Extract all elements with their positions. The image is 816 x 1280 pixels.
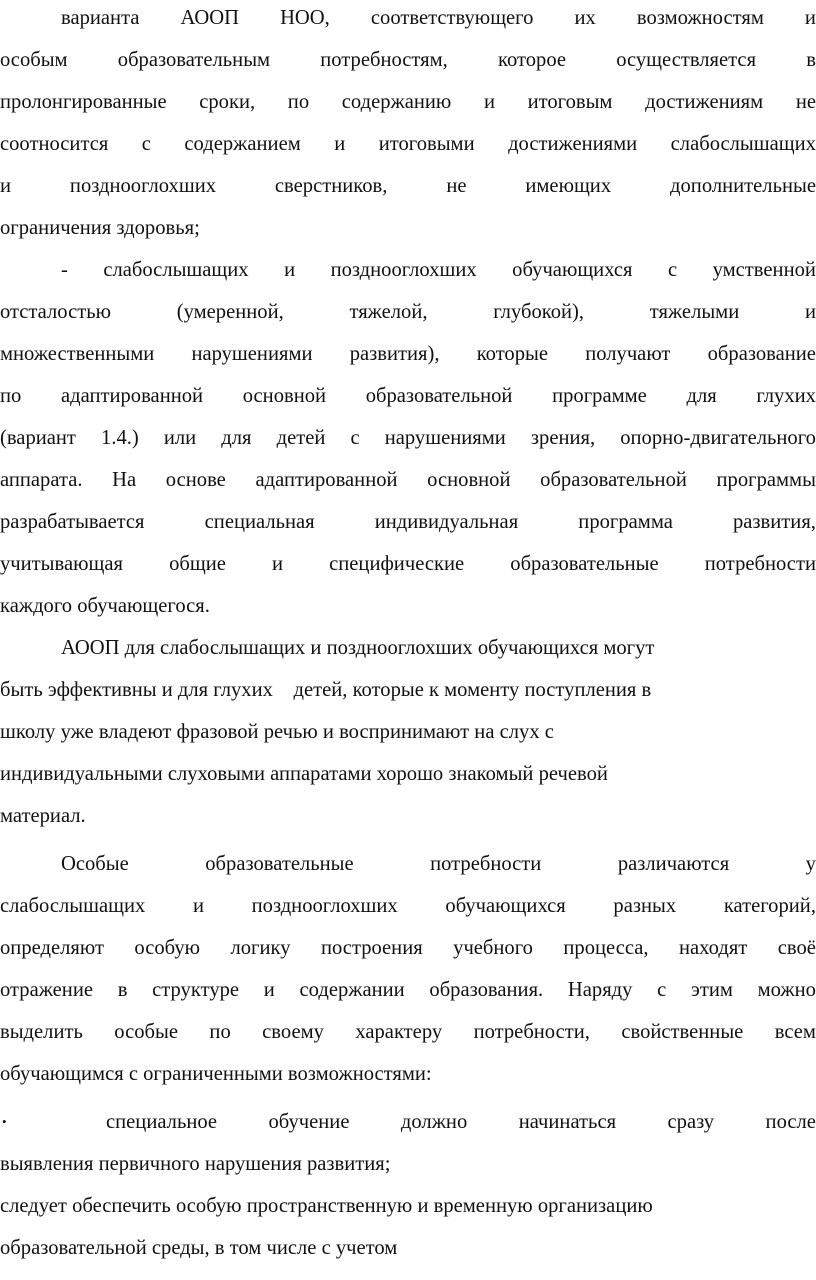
word: специальное (106, 1111, 218, 1133)
text-line (0, 502, 816, 542)
word: по (287, 91, 310, 113)
word: программа (578, 511, 673, 533)
word: достижениям (645, 91, 764, 113)
word: НОО, (280, 7, 330, 29)
word: и (804, 7, 816, 29)
word: и (334, 133, 346, 155)
word: потребностям, (320, 49, 448, 71)
word: слабослышащих (670, 133, 816, 155)
word: которое (498, 49, 567, 71)
text-line (0, 1012, 816, 1052)
word: по (0, 385, 22, 407)
word: возможностям (636, 7, 764, 29)
word: разрабатывается (0, 511, 145, 533)
word: не (446, 175, 467, 197)
word: построения (320, 937, 423, 959)
text-line (0, 670, 816, 710)
word: сверстников, (274, 175, 388, 197)
word: своё (777, 937, 816, 959)
line-text: каждого обучающегося. (0, 595, 210, 617)
word: потребности (430, 853, 542, 875)
word: с (350, 427, 360, 449)
word: характеру (355, 1021, 443, 1043)
justified-text (0, 928, 816, 968)
word: развития), (349, 343, 440, 365)
text-line (0, 712, 816, 752)
bullet-marker: • (2, 1114, 7, 1129)
word: специальная (204, 511, 315, 533)
word: образования. (429, 979, 544, 1001)
word: соотносится (0, 133, 109, 155)
text-line (61, 0, 816, 38)
text-line (0, 586, 816, 626)
word: умственной (712, 259, 816, 281)
word: - (61, 259, 68, 281)
word: особым (0, 49, 68, 71)
word: и (263, 979, 275, 1001)
word: их (574, 7, 596, 29)
word: адаптированной (60, 385, 204, 407)
line-text: быть эффективны и для глухих детей, которые к моменту поступления в (0, 679, 652, 701)
word: тяжелыми (649, 301, 740, 323)
line-text: АООП для слабослышащих и позднооглохших обучающихся могут (61, 637, 655, 659)
word: содержанию (341, 91, 452, 113)
text-line (0, 1054, 816, 1094)
justified-text (0, 502, 816, 542)
word: в (117, 979, 128, 1001)
justified-text (0, 334, 816, 374)
word: логику (230, 937, 291, 959)
word: потребности (704, 553, 816, 575)
word: нарушениями (384, 427, 506, 449)
word: опорно-двигательного (620, 427, 816, 449)
word: можно (757, 979, 816, 1001)
justified-text (0, 886, 816, 926)
text-line (61, 628, 816, 668)
word: свойственные (621, 1021, 744, 1043)
line-text: индивидуальными слуховыми аппаратами хорошо знакомый речевой (0, 763, 608, 785)
word: определяют (0, 937, 104, 959)
word: образовательной (540, 469, 687, 491)
word: своему (262, 1021, 324, 1043)
word: которые (476, 343, 549, 365)
justified-text (0, 544, 816, 584)
word: процесса, (563, 937, 649, 959)
line-text: ограничения здоровья; (0, 217, 200, 239)
word: общие (169, 553, 226, 575)
word: слабослышащих (0, 895, 146, 917)
word: у (805, 853, 816, 875)
word: обучающихся (512, 259, 633, 281)
line-text: школу уже владеют фразовой речью и воспринимают на слух с (0, 721, 554, 743)
text-line (0, 1228, 816, 1268)
word: множественными (0, 343, 155, 365)
justified-text (0, 418, 816, 458)
word: особую (134, 937, 201, 959)
word: для (686, 385, 717, 407)
word: Особые (61, 853, 129, 875)
word: глухих (756, 385, 816, 407)
word: глубокой), (493, 301, 585, 323)
word: адаптированной (255, 469, 398, 491)
text-line (0, 970, 816, 1010)
word: или (163, 427, 197, 449)
word: после (765, 1111, 816, 1133)
word: потребности, (473, 1021, 590, 1043)
word: нарушениями (191, 343, 313, 365)
word: достижениями (508, 133, 638, 155)
word: осуществляется (616, 49, 757, 71)
word: содержании (299, 979, 405, 1001)
word: и (804, 301, 816, 323)
text-line (0, 460, 816, 500)
word: отражение (0, 979, 93, 1001)
word: и (284, 259, 296, 281)
word: образовательные (205, 853, 354, 875)
word: и (0, 175, 12, 197)
word: позднооглохших (251, 895, 398, 917)
line-text: следует обеспечить особую пространственную и временную организацию (0, 1195, 653, 1217)
word: получают (585, 343, 671, 365)
word: обучение (268, 1111, 350, 1133)
word: с (657, 979, 667, 1001)
word: образовательной (365, 385, 513, 407)
word: 1.4.) (101, 427, 139, 449)
word: находят (678, 937, 748, 959)
word: развития, (732, 511, 816, 533)
text-line (0, 886, 816, 926)
word: итоговыми (378, 133, 475, 155)
word: особые (114, 1021, 178, 1043)
word: в (806, 49, 816, 71)
justified-text (0, 40, 816, 80)
word: тяжелой, (349, 301, 428, 323)
word: зрения, (530, 427, 596, 449)
justified-text (0, 460, 816, 500)
word: итоговым (527, 91, 613, 113)
text-line (0, 1102, 816, 1142)
line-text: материал. (0, 805, 86, 827)
word: варианта (61, 7, 140, 29)
text-line (0, 292, 816, 332)
word: образовательные (510, 553, 659, 575)
justified-text (0, 376, 816, 416)
word: и (192, 895, 204, 917)
word: позднооглохших (69, 175, 217, 197)
word: позднооглохших (330, 259, 477, 281)
word: образовательным (117, 49, 271, 71)
text-line (0, 334, 816, 374)
word: выделить (0, 1021, 83, 1043)
word: с (668, 259, 678, 281)
word: детей (276, 427, 326, 449)
justified-text (61, 0, 816, 38)
word: На (112, 469, 137, 491)
word: программе (552, 385, 647, 407)
word: учебного (453, 937, 533, 959)
word: категорий, (723, 895, 816, 917)
text-line (0, 1186, 816, 1226)
word: разных (613, 895, 677, 917)
word: по (209, 1021, 231, 1043)
word: основной (242, 385, 327, 407)
word: структуре (152, 979, 240, 1001)
word: аппарата. (0, 469, 83, 491)
word: содержанием (184, 133, 301, 155)
word: имеющих (525, 175, 612, 197)
text-line (0, 376, 816, 416)
word: с (141, 133, 151, 155)
text-line (0, 418, 816, 458)
word: не (795, 91, 816, 113)
word: соответствующего (370, 7, 534, 29)
text-line (0, 928, 816, 968)
text-line (0, 40, 816, 80)
justified-text (0, 292, 816, 332)
word: сразу (667, 1111, 715, 1133)
text-line (0, 124, 816, 164)
word: дополнительные (670, 175, 816, 197)
justified-text (106, 1102, 816, 1142)
word: и (483, 91, 495, 113)
word: начинаться (518, 1111, 617, 1133)
justified-text (0, 166, 816, 206)
word: для (221, 427, 252, 449)
text-line (0, 208, 816, 248)
text-line (0, 544, 816, 584)
line-text: образовательной среды, в том числе с учетом (0, 1237, 398, 1259)
line-text: выявления первичного нарушения развития; (0, 1153, 391, 1175)
text-line (0, 82, 816, 122)
word: основной (427, 469, 511, 491)
word: (вариант (0, 427, 76, 449)
justified-text (61, 844, 816, 884)
word: слабослышащих (103, 259, 249, 281)
justified-text (61, 250, 816, 290)
word: Наряду (567, 979, 633, 1001)
word: основе (165, 469, 226, 491)
text-line (0, 1144, 816, 1184)
justified-text (0, 970, 816, 1010)
word: пролонгированные (0, 91, 167, 113)
line-text: обучающимся с ограниченными возможностями: (0, 1063, 432, 1085)
word: специфические (329, 553, 465, 575)
word: образование (707, 343, 816, 365)
word: учитывающая (0, 553, 123, 575)
text-line (0, 796, 816, 836)
word: обучающихся (445, 895, 566, 917)
word: отсталостью (0, 301, 111, 323)
justified-text (0, 124, 816, 164)
word: всем (774, 1021, 816, 1043)
word: различаются (617, 853, 730, 875)
word: сроки, (199, 91, 256, 113)
word: АООП (180, 7, 239, 29)
justified-text (0, 1012, 816, 1052)
text-line (61, 250, 816, 290)
text-line (0, 166, 816, 206)
word: этим (691, 979, 733, 1001)
word: индивидуальная (374, 511, 519, 533)
word: (умеренной, (176, 301, 284, 323)
word: и (271, 553, 284, 575)
word: программы (716, 469, 816, 491)
text-line (0, 754, 816, 794)
justified-text (0, 82, 816, 122)
word: должно (400, 1111, 468, 1133)
text-line (61, 844, 816, 884)
